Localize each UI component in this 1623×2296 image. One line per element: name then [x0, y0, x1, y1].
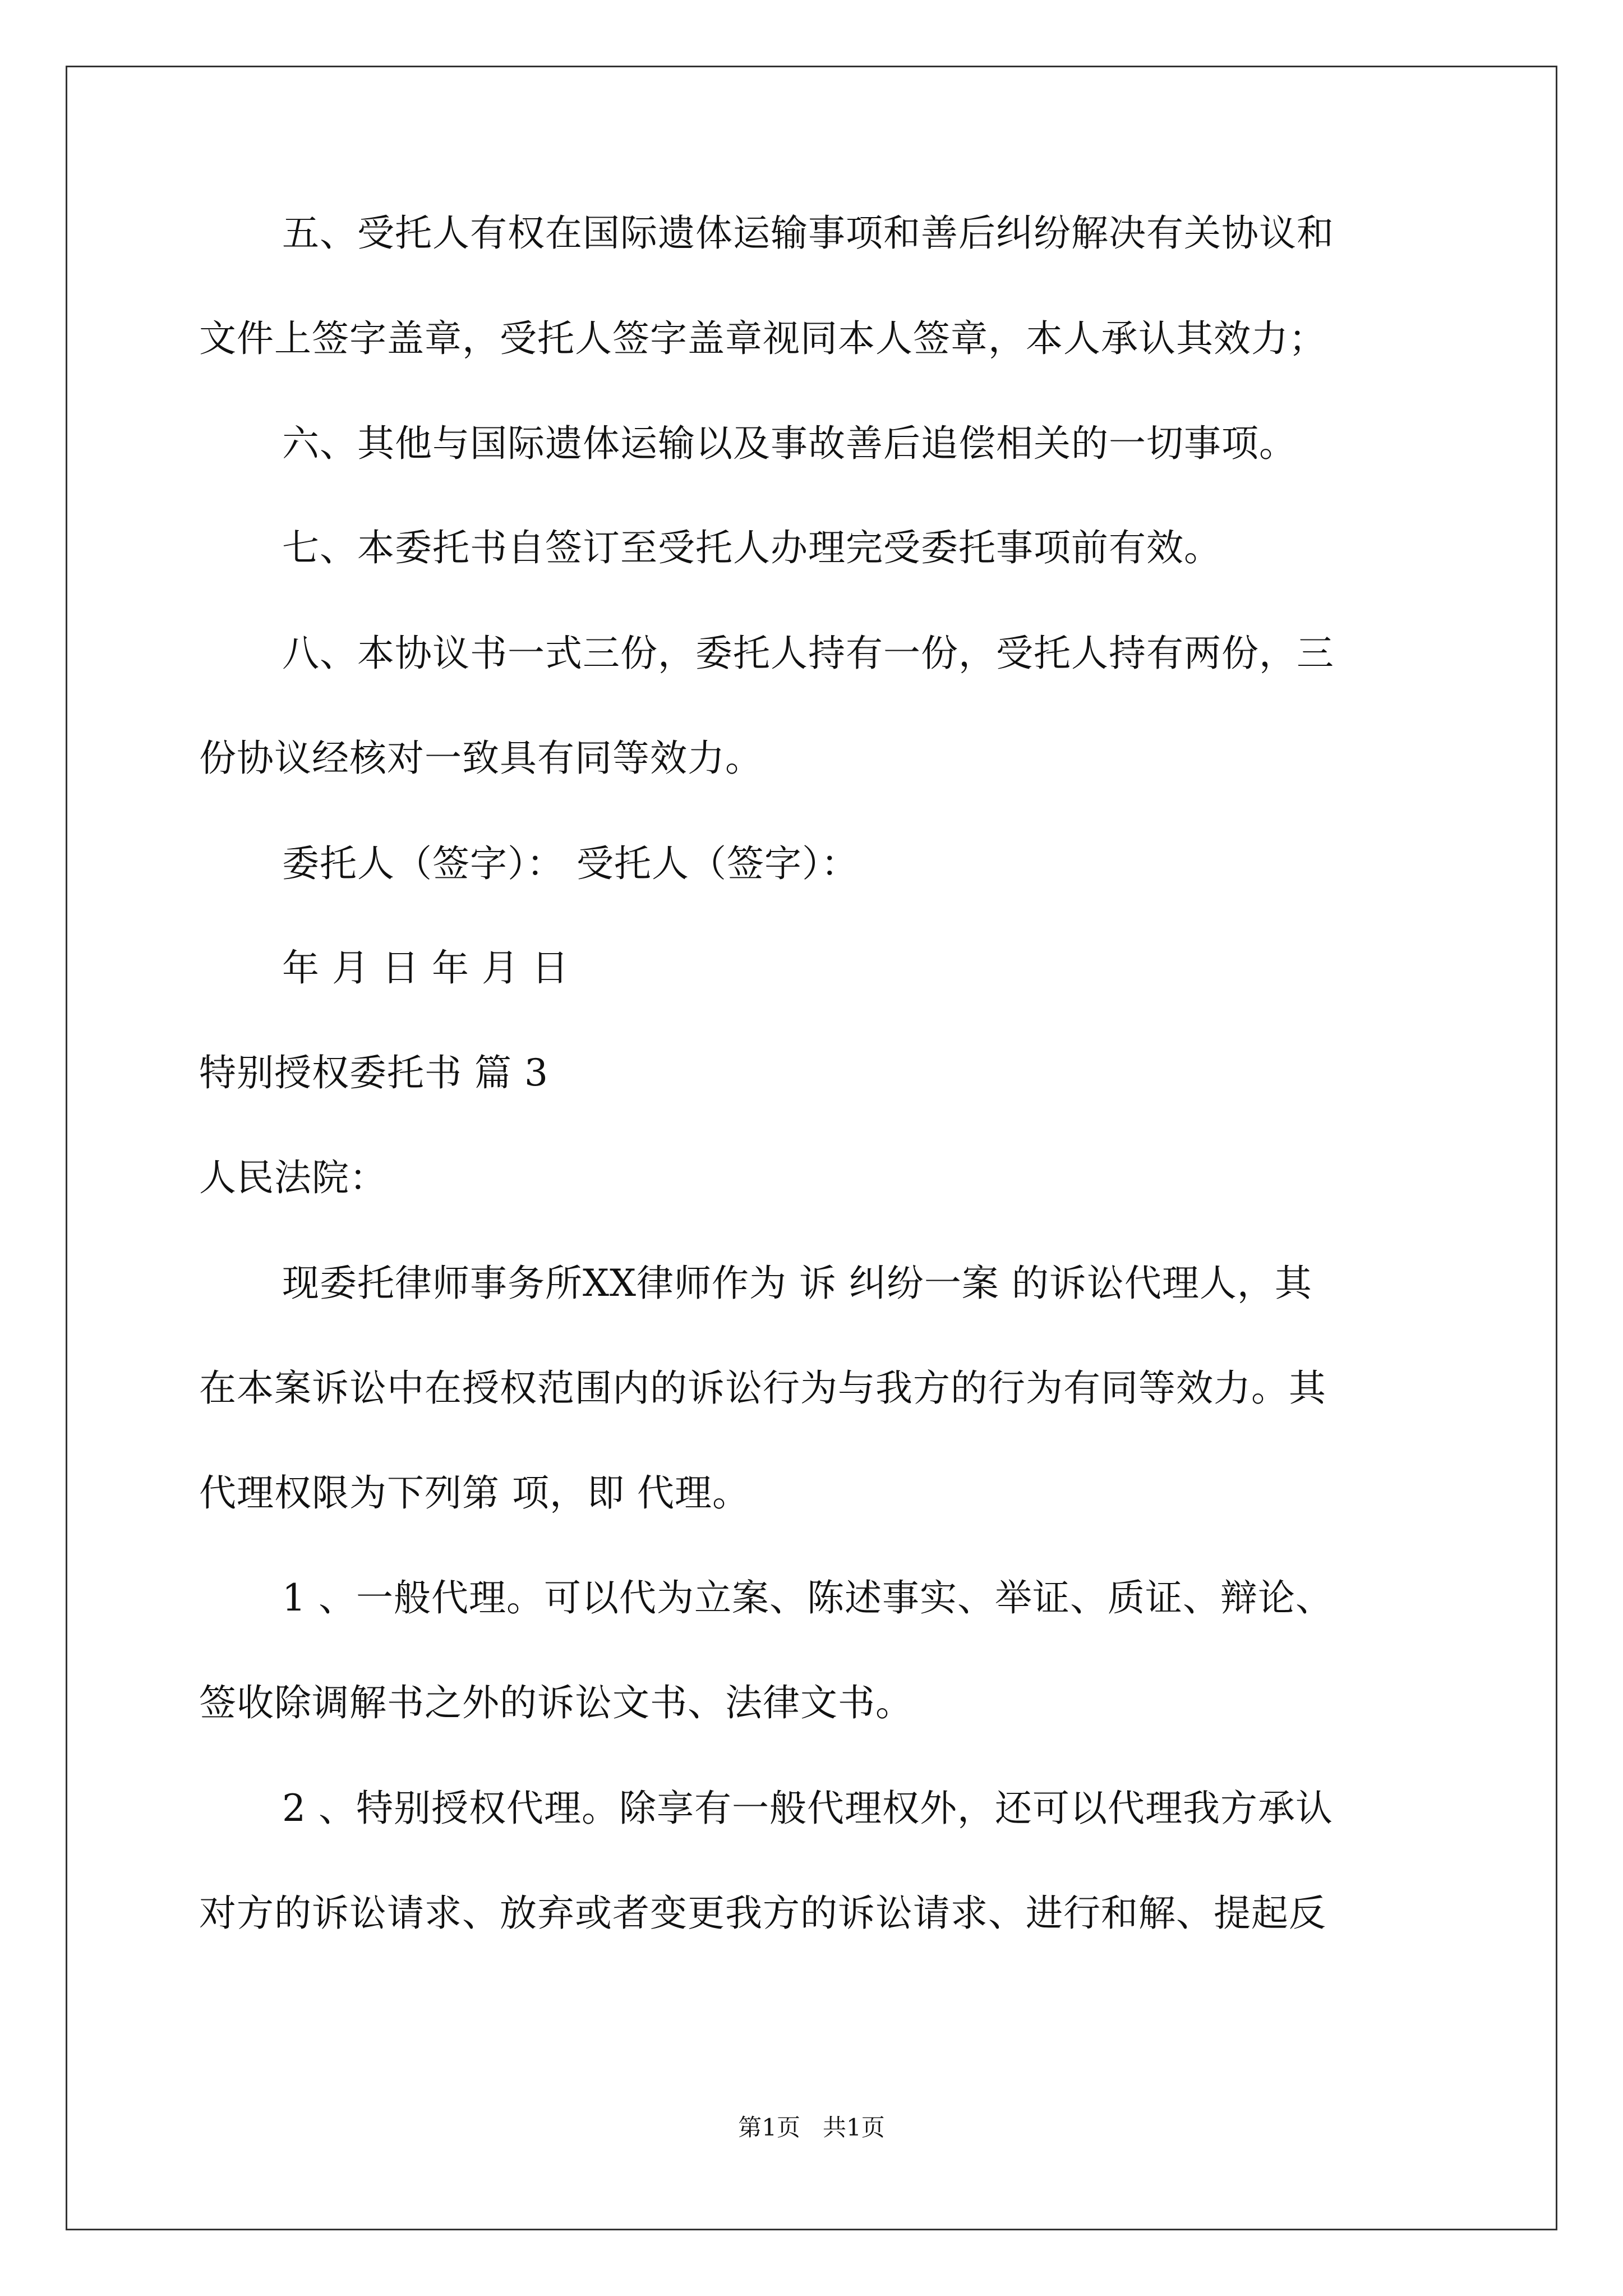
paragraph-line: 代理权限为下列第 项，即 代理。 [199, 1471, 750, 1515]
paragraph-line: 五、受托人有权在国际遗体运输事项和善后纠纷解决有关协议和 [282, 211, 1334, 255]
paragraph-line: 八、本协议书一式三份，委托人持有一份，受托人持有两份，三 [282, 632, 1334, 675]
paragraph-line: 现委托律师事务所XX律师作为 诉 纠纷一案 的诉讼代理人，其 [282, 1262, 1312, 1305]
addressee-line: 人民法院： [199, 1156, 387, 1199]
date-line: 年 月 日 年 月 日 [282, 946, 569, 990]
paragraph-line: 六、其他与国际遗体运输以及事故善后追偿相关的一切事项。 [282, 422, 1297, 465]
paragraph-line: 文件上签字盖章，受托人签字盖章视同本人签章，本人承认其效力； [199, 317, 1326, 360]
paragraph-line: 对方的诉讼请求、放弃或者变更我方的诉讼请求、进行和解、提起反 [199, 1892, 1326, 1935]
paragraph-line: 份协议经核对一致具有同等效力。 [199, 737, 763, 780]
page-footer: 第1页 共1页 [738, 2114, 885, 2141]
signature-line: 委托人（签字）： 受托人（签字）： [282, 842, 859, 885]
paragraph-line: 七、本委托书自签订至受托人办理完受委托事项前有效。 [282, 526, 1221, 569]
paragraph-line: 2 、特别授权代理。除享有一般代理权外，还可以代理我方承认 [282, 1787, 1333, 1830]
paragraph-line: 签收除调解书之外的诉讼文书、法律文书。 [199, 1681, 913, 1724]
paragraph-line: 在本案诉讼中在授权范围内的诉讼行为与我方的行为有同等效力。其 [199, 1366, 1326, 1410]
section-title: 特别授权委托书 篇 3 [199, 1051, 548, 1094]
paragraph-line: 1 、一般代理。可以代为立案、陈述事实、举证、质证、辩论、 [282, 1576, 1333, 1619]
